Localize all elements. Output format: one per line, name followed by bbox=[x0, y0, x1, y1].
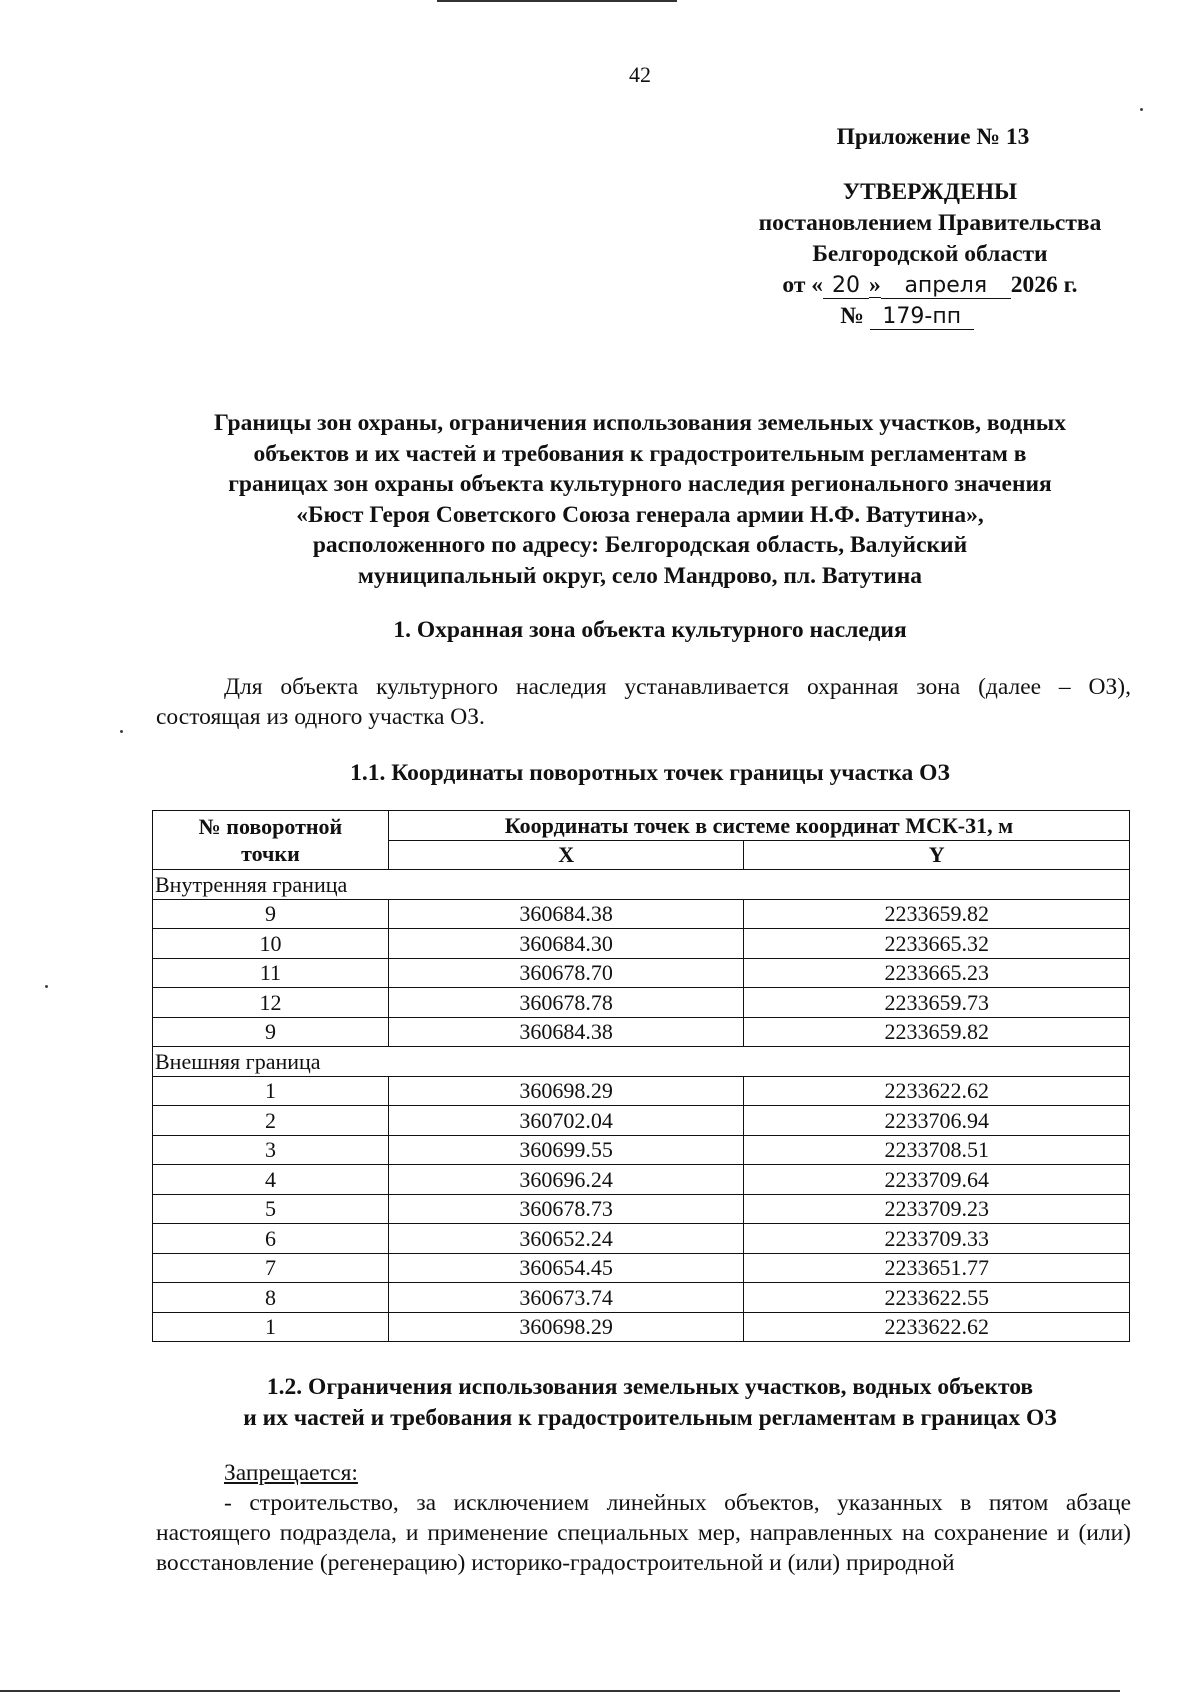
outer-boundary-label: Внешняя граница bbox=[153, 1047, 1130, 1077]
x-value: 360696.24 bbox=[388, 1165, 744, 1195]
table-row bbox=[153, 1135, 1130, 1165]
forbidden-label: Запрещается: bbox=[224, 1460, 358, 1486]
point-number: 7 bbox=[153, 1253, 389, 1283]
group-row-outer bbox=[153, 1047, 1130, 1077]
x-value: 360684.38 bbox=[388, 899, 744, 929]
point-number: 9 bbox=[153, 899, 389, 929]
point-number: 5 bbox=[153, 1194, 389, 1224]
point-number: 3 bbox=[153, 1135, 389, 1165]
section-1-text: Для объекта культурного наследия устанавливается охранная зона (далее – ОЗ), состоящая из одного участка ОЗ. bbox=[156, 674, 1131, 730]
approval-line-2: Белгородской области bbox=[812, 241, 1048, 267]
table-row bbox=[153, 1017, 1130, 1047]
header-x: X bbox=[388, 840, 744, 870]
x-value: 360673.74 bbox=[388, 1283, 744, 1313]
table-row bbox=[153, 1253, 1130, 1283]
point-number: 2 bbox=[153, 1106, 389, 1136]
point-number: 12 bbox=[153, 988, 389, 1018]
table-row bbox=[153, 1283, 1130, 1313]
header-point-number: № поворотной точки bbox=[153, 811, 389, 870]
point-number: 10 bbox=[153, 929, 389, 959]
header-y: Y bbox=[744, 840, 1130, 870]
x-value: 360652.24 bbox=[388, 1224, 744, 1254]
x-value: 360698.29 bbox=[388, 1312, 744, 1342]
title-line: муниципальный округ, село Мандрово, пл. Ватутина bbox=[357, 562, 923, 589]
x-value: 360699.55 bbox=[388, 1135, 744, 1165]
y-value: 2233709.64 bbox=[744, 1165, 1130, 1195]
approval-number bbox=[700, 301, 1160, 332]
x-value: 360678.78 bbox=[388, 988, 744, 1018]
section-1-1-heading: 1.1. Координаты поворотных точек границы участка ОЗ bbox=[350, 760, 950, 786]
section-1-2-heading-line: и их частей и требования к градостроительным регламентам в границах ОЗ bbox=[243, 1404, 1057, 1431]
y-value: 2233708.51 bbox=[744, 1135, 1130, 1165]
y-value: 2233665.32 bbox=[744, 929, 1130, 959]
scan-speck bbox=[1140, 108, 1143, 111]
y-value: 2233622.62 bbox=[744, 1312, 1130, 1342]
section-1-heading: 1. Охранная зона объекта культурного наследия bbox=[393, 617, 907, 643]
approval-block bbox=[700, 122, 1160, 332]
section-1-2-heading-line: 1.2. Ограничения использования земельных участков, водных объектов bbox=[266, 1374, 1034, 1400]
x-value: 360702.04 bbox=[388, 1106, 744, 1136]
table-row bbox=[153, 988, 1130, 1018]
title-line: границах зон охраны объекта культурного наследия регионального значения bbox=[228, 471, 1052, 497]
point-number: 8 bbox=[153, 1283, 389, 1313]
date-mid: » bbox=[869, 272, 881, 298]
decree-number: 179-пп bbox=[870, 305, 974, 330]
approval-date bbox=[700, 270, 1160, 301]
scan-edge-top bbox=[437, 0, 677, 2]
forbidden-item-1-text: - строительство, за исключением линейных объектов, указанных в пятом абзаце настоящего подраздела, и применение специальных мер, направленных на сохранение и (или) восстановление (регенерацию) историко-градостроительной и (или) природной bbox=[156, 1490, 1131, 1576]
section-1-paragraph bbox=[156, 672, 1131, 732]
point-number: 4 bbox=[153, 1165, 389, 1195]
annex-label: Приложение № 13 bbox=[836, 124, 1030, 150]
y-value: 2233709.33 bbox=[744, 1224, 1130, 1254]
x-value: 360678.70 bbox=[388, 958, 744, 988]
header-coordinates: Координаты точек в системе координат МСК-31, м bbox=[388, 811, 1129, 841]
title-line: Границы зон охраны, ограничения использования земельных участков, водных bbox=[214, 410, 1066, 436]
point-number: 11 bbox=[153, 958, 389, 988]
y-value: 2233651.77 bbox=[744, 1253, 1130, 1283]
scan-edge-bottom bbox=[0, 1690, 1120, 1692]
y-value: 2233622.55 bbox=[744, 1283, 1130, 1313]
point-number: 6 bbox=[153, 1224, 389, 1254]
y-value: 2233706.94 bbox=[744, 1106, 1130, 1136]
title-line: «Бюст Героя Советского Союза генерала армии Н.Ф. Ватутина», bbox=[296, 501, 984, 528]
coordinates-table bbox=[152, 810, 1130, 1342]
inner-boundary-label: Внутренняя граница bbox=[153, 870, 1130, 900]
point-number: 9 bbox=[153, 1017, 389, 1047]
table-row bbox=[153, 1076, 1130, 1106]
section-1-2-heading bbox=[150, 1372, 1150, 1433]
number-prefix: № bbox=[840, 303, 864, 329]
table-row bbox=[153, 929, 1130, 959]
date-month: апреля bbox=[881, 274, 1011, 299]
date-prefix: от « bbox=[782, 272, 824, 298]
y-value: 2233709.23 bbox=[744, 1194, 1130, 1224]
table-row bbox=[153, 899, 1130, 929]
x-value: 360698.29 bbox=[388, 1076, 744, 1106]
table-row bbox=[153, 1312, 1130, 1342]
y-value: 2233659.82 bbox=[744, 899, 1130, 929]
y-value: 2233622.62 bbox=[744, 1076, 1130, 1106]
forbidden-item-1 bbox=[156, 1488, 1131, 1578]
table-row bbox=[153, 958, 1130, 988]
x-value: 360678.73 bbox=[388, 1194, 744, 1224]
point-number: 1 bbox=[153, 1312, 389, 1342]
title-line: расположенного по адресу: Белгородская область, Валуйский bbox=[312, 532, 968, 558]
y-value: 2233665.23 bbox=[744, 958, 1130, 988]
title-line: объектов и их частей и требования к градостроительным регламентам в bbox=[253, 440, 1027, 467]
x-value: 360654.45 bbox=[388, 1253, 744, 1283]
forbidden-paragraph bbox=[156, 1458, 1131, 1488]
group-row-inner bbox=[153, 870, 1130, 900]
y-value: 2233659.73 bbox=[744, 988, 1130, 1018]
table-row bbox=[153, 1165, 1130, 1195]
scan-speck bbox=[120, 730, 123, 733]
x-value: 360684.30 bbox=[388, 929, 744, 959]
y-value: 2233659.82 bbox=[744, 1017, 1130, 1047]
page-number: 42 bbox=[629, 62, 651, 87]
document-title bbox=[140, 408, 1140, 591]
date-day: 20 bbox=[823, 274, 869, 299]
table-row bbox=[153, 1106, 1130, 1136]
table-header-row bbox=[153, 811, 1130, 841]
approved-label: УТВЕРЖДЕНЫ bbox=[842, 179, 1018, 205]
approval-line-1: постановлением Правительства bbox=[758, 210, 1102, 236]
x-value: 360684.38 bbox=[388, 1017, 744, 1047]
table-row bbox=[153, 1194, 1130, 1224]
table-row bbox=[153, 1224, 1130, 1254]
point-number: 1 bbox=[153, 1076, 389, 1106]
scan-speck bbox=[45, 985, 48, 988]
date-year: 2026 г. bbox=[1010, 272, 1078, 298]
